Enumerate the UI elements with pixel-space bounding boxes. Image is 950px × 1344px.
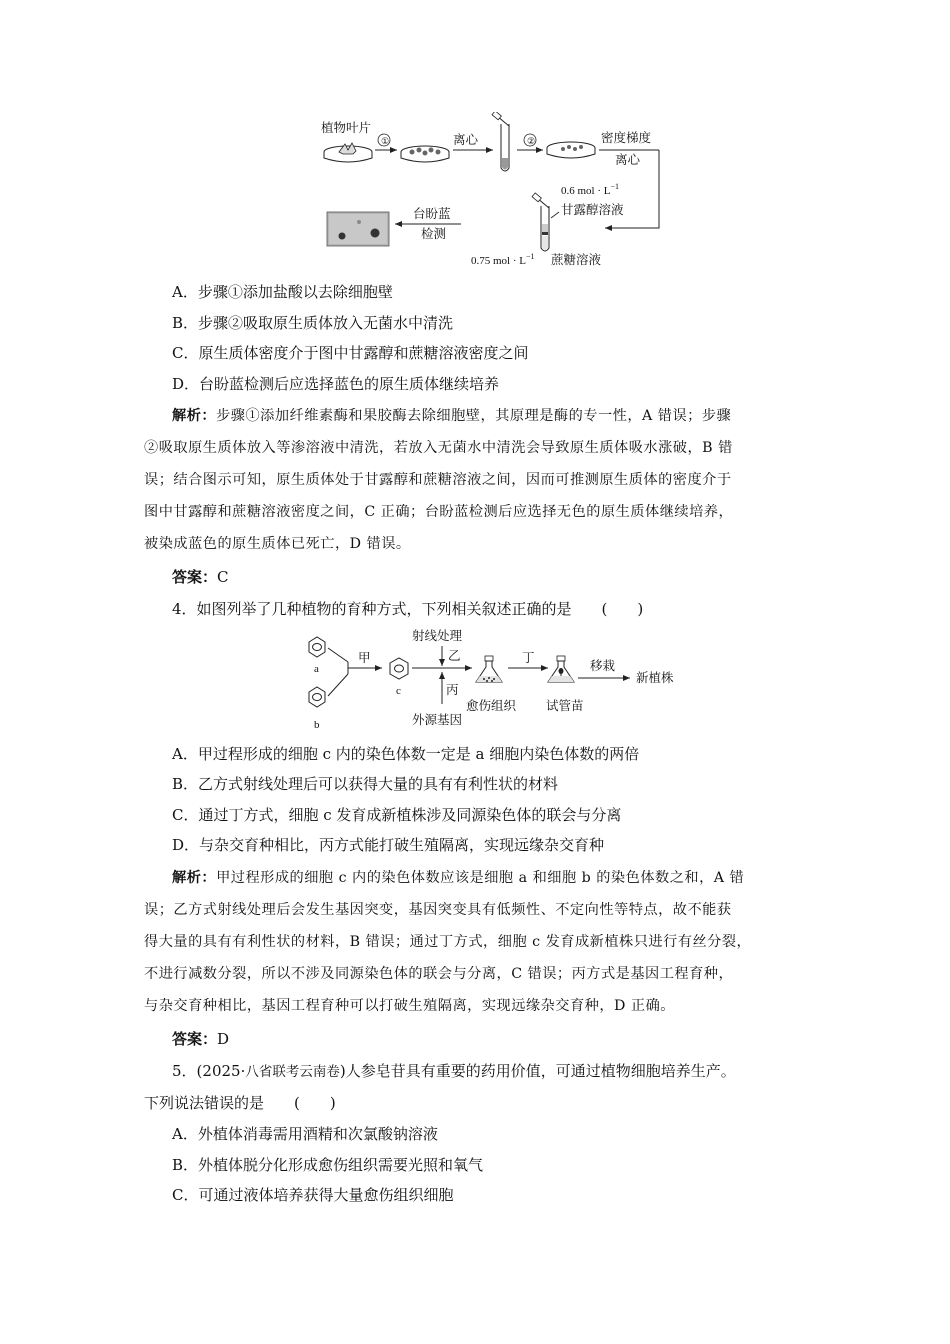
step2-label: ② <box>527 136 536 146</box>
step1-label: ① <box>381 136 390 146</box>
q4-analysis-line-1: 解析：甲过程形成的细胞 c 内的染色体数应该是细胞 a 和细胞 b 的染色体数之和，A 错 <box>172 870 745 886</box>
q4-analysis-line-2: 误；乙方式射线处理后会发生基因突变，基因突变具有低频性、不定向性等特点，故不能获 <box>144 902 732 918</box>
protoplast-isolation-figure <box>315 112 675 272</box>
plantlet-flask <box>548 656 574 682</box>
q3-analysis-label: 解析： <box>172 408 217 424</box>
callus-label: 愈伤组织 <box>466 698 517 713</box>
q3-option-c: C．原生质体密度介于图中甘露醇和蔗糖溶液密度之间 <box>172 344 529 362</box>
cell-b <box>309 687 325 707</box>
trypan-detect-label: 检测 <box>421 226 447 241</box>
cell-b-label: b <box>314 719 320 731</box>
q3-analysis-line-2: ②吸取原生质体放入等渗溶液中清洗，若放入无菌水中清洗会导致原生质体吸水涨破，B 错 <box>144 440 733 456</box>
sucrose-concentration: 0.75 mol · $L^{-1}$ <box>471 252 535 267</box>
q4-analysis-line-4: 不进行减数分裂，所以不涉及同源染色体的联会与分离，C 错误；丙方式是基因工程育种， <box>144 966 734 982</box>
q4-option-c: C．通过丁方式，细胞 c 发育成新植株涉及同源染色体的联会与分离 <box>172 806 622 824</box>
cell-c <box>390 658 408 679</box>
transplant-label: 移栽 <box>590 658 616 673</box>
plant-leaf-label: 植物叶片 <box>321 120 372 135</box>
q3-analysis-line-1: 解析：步骤①添加纤维素酶和果胶酶去除细胞壁，其原理是酶的专一性，A 错误；步骤 <box>172 408 732 424</box>
q5-source: 八省联考云南卷 <box>245 1064 340 1080</box>
q4-option-a: A．甲过程形成的细胞 c 内的染色体数一定是 a 细胞内染色体数的两倍 <box>172 745 640 763</box>
cell-a-label: a <box>314 663 319 675</box>
petri-dish-leaf <box>324 143 372 162</box>
q3-answer: 答案：C <box>172 568 229 586</box>
petri-dish-cells <box>401 146 449 162</box>
cell-a <box>309 637 325 657</box>
q4-analysis-line-5: 与杂交育种相比，基因工程育种可以打破生殖隔离，实现远缘杂交育种，D 正确。 <box>144 998 675 1014</box>
q3-analysis-line-4: 图中甘露醇和蔗糖溶液密度之间，C 正确；台盼蓝检测后应选择无色的原生质体继续培养， <box>144 504 734 520</box>
mannitol-label: 甘露醇溶液 <box>561 202 624 217</box>
process-ding-label: 丁 <box>522 650 535 665</box>
q4-answer: 答案：D <box>172 1030 230 1048</box>
sucrose-label: 蔗糖溶液 <box>551 252 602 267</box>
centrifuge-label: 离心 <box>453 132 479 147</box>
q3-analysis-line-5: 被染成蓝色的原生质体已死亡，D 错误。 <box>144 536 411 552</box>
breeding-methods-figure <box>296 624 696 734</box>
gradient-test-tube <box>532 193 549 251</box>
q3-option-d: D．台盼蓝检测后应选择蓝色的原生质体继续培养 <box>172 375 500 393</box>
process-yi-label: 乙 <box>448 648 461 663</box>
q3-analysis-line-3: 误；结合图示可知，原生质体处于甘露醇和蔗糖溶液之间，因而可推测原生质体的密度介于 <box>144 472 732 488</box>
q5-stem-line-2: 下列说法错误的是 ( ) <box>144 1094 336 1112</box>
q5-option-a: A．外植体消毒需用酒精和次氯酸钠溶液 <box>172 1125 438 1143</box>
callus-flask <box>476 656 502 682</box>
q3-option-b: B．步骤②吸取原生质体放入无菌水中清洗 <box>172 314 454 332</box>
ray-treatment-label: 射线处理 <box>412 628 463 643</box>
q5-option-c: C．可通过液体培养获得大量愈伤组织细胞 <box>172 1186 454 1204</box>
process-jia-label: 甲 <box>358 650 371 665</box>
test-tube-1 <box>492 112 509 171</box>
q4-analysis-label: 解析： <box>172 870 217 886</box>
petri-dish-wash <box>547 142 595 158</box>
cell-c-label: c <box>396 685 401 697</box>
plantlet-label: 试管苗 <box>546 698 584 713</box>
process-bing-label: 丙 <box>446 682 459 697</box>
density-centrifuge-label: 离心 <box>615 152 641 167</box>
trypan-blue-label: 台盼蓝 <box>413 206 451 221</box>
q3-option-a: A．步骤①添加盐酸以去除细胞壁 <box>172 283 393 301</box>
q4-option-b: B．乙方式射线处理后可以获得大量的具有有利性状的材料 <box>172 775 559 793</box>
q4-stem: 4．如图列举了几种植物的育种方式，下列相关叙述正确的是 ( ) <box>172 600 644 618</box>
q5-stem-line-1: 5．(2025·八省联考云南卷)人参皂苷具有重要的药用价值，可通过植物细胞培养生产。 <box>172 1062 736 1080</box>
q5-option-b: B．外植体脱分化形成愈伤组织需要光照和氧气 <box>172 1156 484 1174</box>
q4-analysis-line-3: 得大量的具有有利性状的材料，B 错误；通过丁方式，细胞 c 发育成新植株只进行有丝分裂， <box>144 934 752 950</box>
mannitol-concentration: 0.6 mol · $L^{-1}$ <box>561 182 620 197</box>
foreign-gene-label: 外源基因 <box>412 712 463 727</box>
density-gradient-label: 密度梯度 <box>601 130 652 145</box>
microscope-view-image <box>327 212 389 246</box>
q4-option-d: D．与杂交育种相比，丙方式能打破生殖隔离，实现远缘杂交育种 <box>172 836 605 854</box>
new-plant-label: 新植株 <box>636 670 674 685</box>
